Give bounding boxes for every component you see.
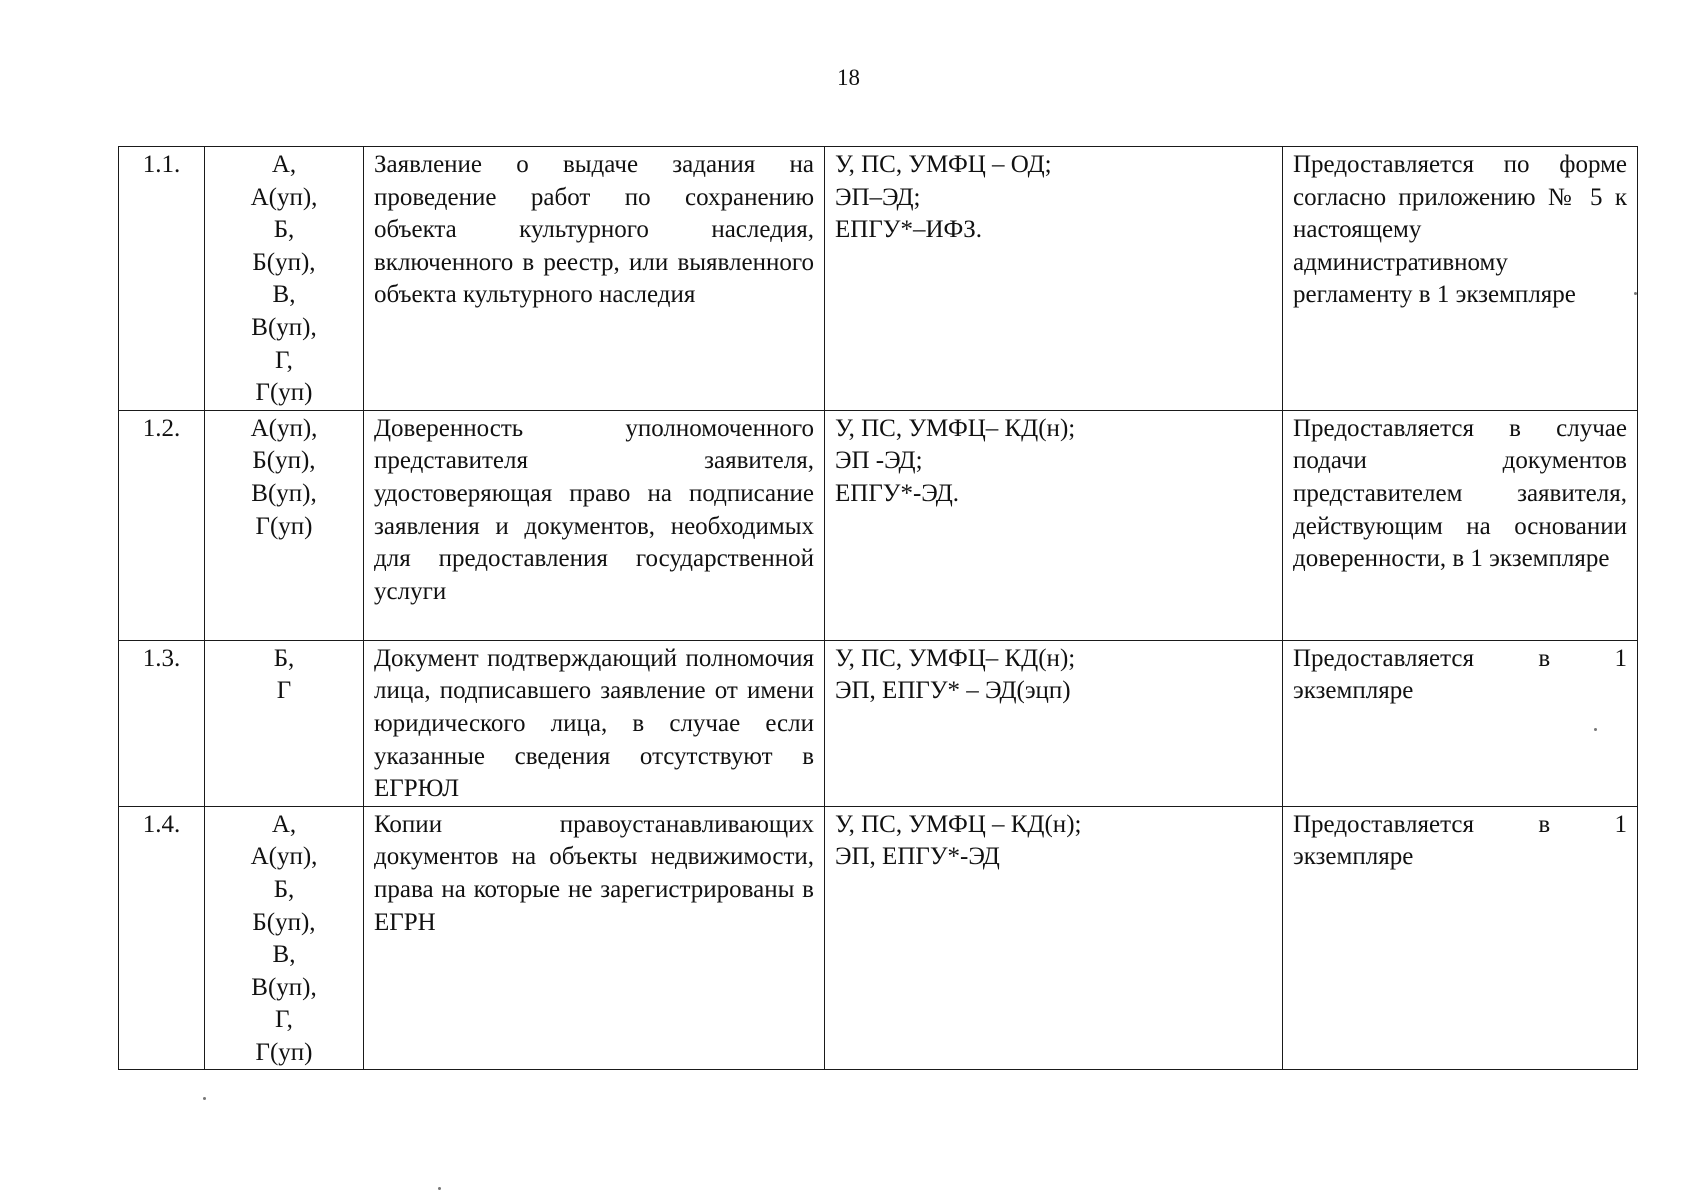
category-item: Г(уп) — [255, 1038, 313, 1066]
method-item: ЭП, ЕПГУ*-ЭД — [835, 843, 1000, 871]
category-item: Б(уп), — [252, 248, 316, 276]
category-item: Б, — [273, 875, 295, 903]
documents-table — [118, 146, 1638, 1070]
submission-note: Предоставляется в 1 экземпляре — [1283, 640, 1638, 806]
document-description: Доверенность уполномоченного представителя заявителя, удостоверяющая право на подписание заявления и документов, необходимых для предоставления государственной услуги — [364, 410, 825, 640]
category-item: В, — [272, 281, 296, 309]
table-row — [119, 147, 1638, 411]
document-description: Документ подтверждающий полномочия лица, подписавшего заявление от имени юридического лица, в случае если указанные сведения отсутствуют в ЕГРЮЛ — [364, 640, 825, 806]
submission-note: Предоставляется в случае подачи документов представителем заявителя, действующим на основании доверенности, в 1 экземпляре — [1283, 410, 1638, 640]
method-item: У, ПС, УМФЦ– КД(н); — [835, 644, 1076, 672]
method-item: ЭП–ЭД; — [835, 183, 921, 211]
category-item: Г — [276, 677, 292, 705]
scan-speck — [203, 1097, 206, 1100]
row-number: 1.1. — [119, 147, 205, 411]
category-item: В(уп), — [251, 479, 317, 507]
applicant-categories — [205, 806, 364, 1070]
method-item: ЭП, ЕПГУ* – ЭД(эцп) — [835, 677, 1071, 705]
method-item: У, ПС, УМФЦ – ОД; — [835, 151, 1052, 178]
category-item: А(уп), — [250, 414, 318, 442]
table-row — [119, 410, 1638, 640]
submission-note: Предоставляется в 1 экземпляре — [1283, 806, 1638, 1070]
category-item: В(уп), — [251, 313, 317, 341]
applicant-categories — [205, 147, 364, 411]
submission-methods — [825, 806, 1283, 1070]
category-item: А, — [271, 151, 297, 178]
category-item: А, — [271, 810, 297, 838]
method-item: У, ПС, УМФЦ – КД(н); — [835, 810, 1082, 838]
table-row — [119, 806, 1638, 1070]
category-item: Б, — [273, 216, 295, 244]
category-item: Б(уп), — [252, 447, 316, 475]
category-item: А(уп), — [250, 183, 318, 211]
method-item: ЕПГУ*-ЭД. — [835, 479, 960, 507]
category-item: В, — [272, 941, 296, 969]
document-description: Копии правоустанавливающих документов на объекты недвижимости, права на которые не зарегистрированы в ЕГРН — [364, 806, 825, 1070]
submission-methods — [825, 147, 1283, 411]
applicant-categories — [205, 640, 364, 806]
submission-methods — [825, 640, 1283, 806]
category-item: Г, — [275, 1006, 293, 1034]
row-number: 1.3. — [119, 640, 205, 806]
scan-speck — [438, 1187, 441, 1190]
table-row — [119, 640, 1638, 806]
page-number: 18 — [837, 65, 860, 90]
method-item: У, ПС, УМФЦ– КД(н); — [835, 414, 1076, 442]
category-item: Б, — [273, 644, 295, 672]
submission-note: Предоставляется по форме согласно приложению № 5 к настоящему административному регламенту в 1 экземпляре — [1283, 147, 1638, 411]
document-description: Заявление о выдаче задания на проведение работ по сохранению объекта культурного наследия, включенного в реестр, или выявленного объекта культурного наследия — [364, 147, 825, 411]
category-item: Б(уп), — [252, 908, 316, 936]
scan-speck — [1634, 292, 1637, 295]
method-item: ЕПГУ*–ИФЗ. — [835, 216, 983, 244]
scan-speck — [1594, 728, 1597, 731]
category-item: Г(уп) — [255, 379, 313, 407]
category-item: Г, — [275, 346, 293, 374]
submission-methods — [825, 410, 1283, 640]
category-item: А(уп), — [250, 843, 318, 871]
category-item: В(уп), — [251, 973, 317, 1001]
row-number: 1.2. — [119, 410, 205, 640]
applicant-categories — [205, 410, 364, 640]
row-number: 1.4. — [119, 806, 205, 1070]
method-item: ЭП -ЭД; — [835, 447, 923, 475]
category-item: Г(уп) — [255, 512, 313, 540]
